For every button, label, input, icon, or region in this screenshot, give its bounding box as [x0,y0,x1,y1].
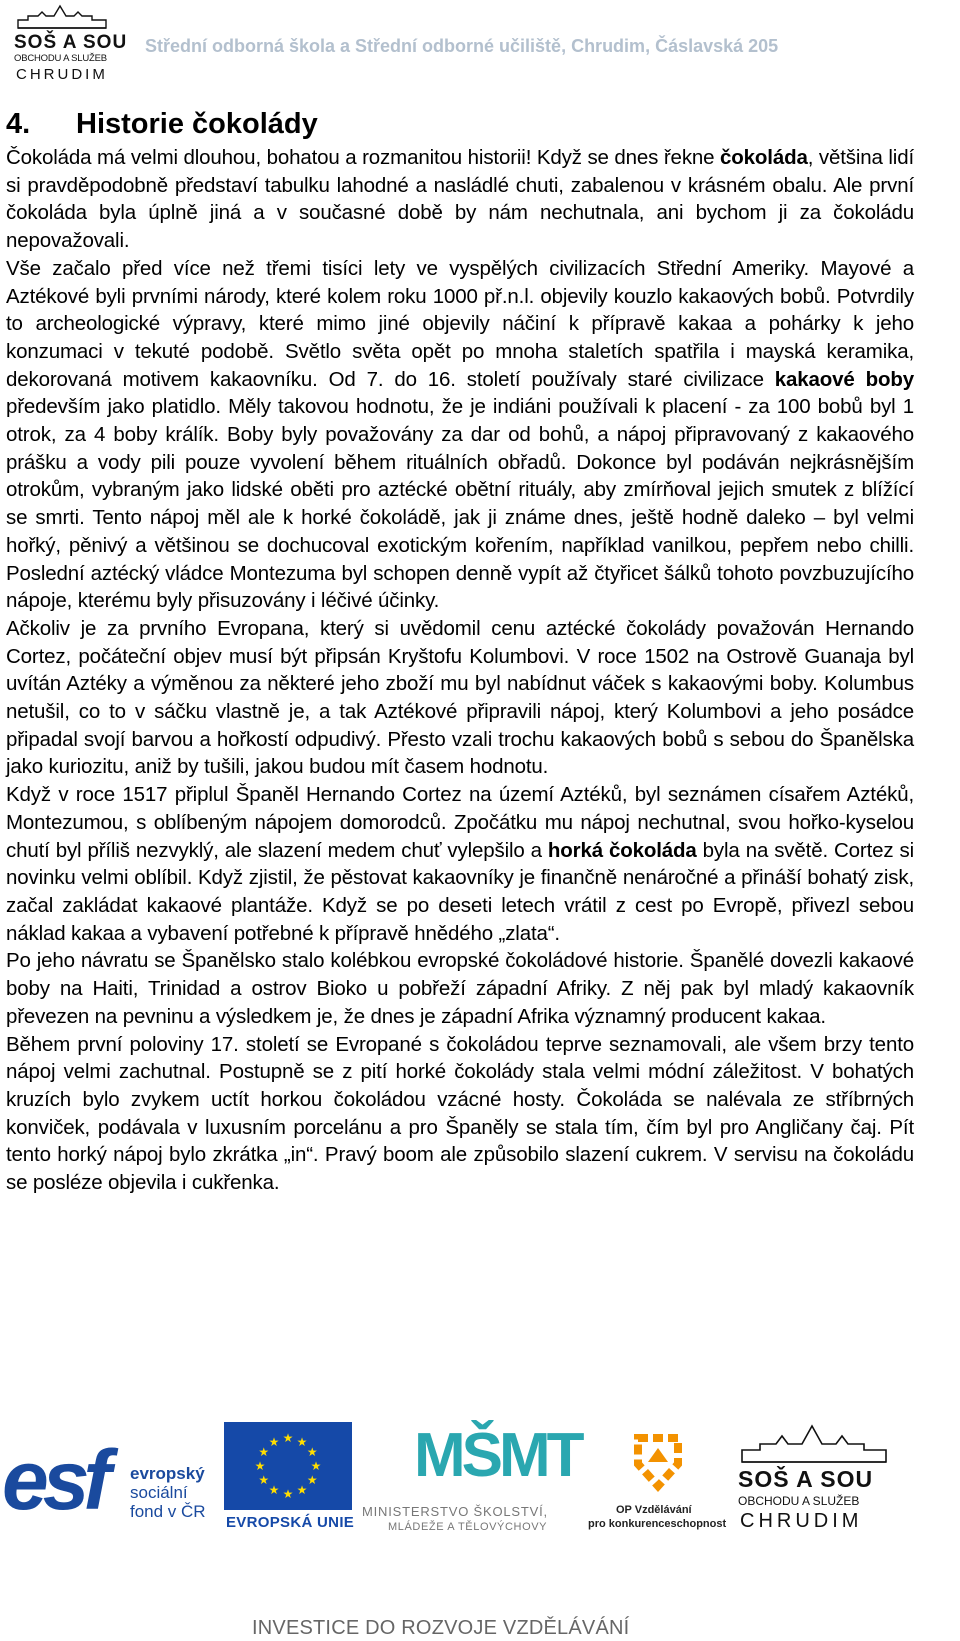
logo-line-2: OBCHODU A SLUŽEB [738,1494,860,1508]
eu-label: EVROPSKÁ UNIE [226,1514,355,1531]
paragraph-5: Po jeho návratu se Španělsko stalo kolébkou evropské čokoládové historie. Španělé dovezli kakaové boby na Haiti, Trinidad a ostrov Bioko u pobřeží západní Afriky. Z něj pak byl mladý kakaovník převezen na pevninu a výsledkem je, že dnes je západní Afrika významný producent kakaa. [6,949,914,1028]
msmt-mark: MŠMT [414,1421,581,1490]
school-logo-footer [736,1424,906,1534]
bold-term: horká čokoláda [547,838,697,862]
star-icon: ★ [268,1483,280,1498]
eu-logo [224,1422,354,1540]
logo-line-1: SOŠ A SOU [14,32,128,53]
star-icon: ★ [254,1459,266,1473]
bold-term: čokoláda [720,146,808,169]
logo-line-2: OBCHODU A SLUŽEB [14,53,107,64]
page-header [0,0,960,90]
school-logo [6,4,128,84]
op-line-1: OP Vzdělávání [616,1504,692,1516]
logo-line-3: CHRUDIM [740,1510,863,1532]
esf-mark: esf [2,1433,106,1527]
chapter-number: 4. [6,108,31,140]
header-title: Střední odborná škola a Střední odborné učiliště, Chrudim, Čáslavská 205 [145,36,779,56]
paragraph-6: Během první poloviny 17. století se Evropané s čokoládou teprve seznamovali, ale všem brzy tento nápoj velmi zachutnal. Postupně se z pití horké čokolády stala velmi módní záležitost. V bohatých kruzích bylo zvykem uctít horkou čokoládou vzácné hosty. Čokoláda se nalévala ze stříbrných konviček, podávala v luxusním porcelánu a pro Španěly se stala tím, čím byl pro Angličany čaj. Pít tento horký nápoj bylo zkrátka „in“. Pravý boom ale způsobilo slazení cukrem. V servisu na čokoládu se posléze objevila i cukřenka. [6,1032,914,1195]
paragraph-1: Čokoláda má velmi dlouhou, bohatou a rozmanitou historii! Když se dnes řekne čokoláda, většina lidí si pravděpodobně představí tabulku lahodné a nasládlé chuti, zabalenou v krásném obalu. Ale první čokoláda byla úplně jiná a v současné době by nám nechutnala, ani bychom ji za čokoládu nepovažovali. [6,146,914,253]
chapter-title: Historie čokolády [76,108,318,140]
page-footer [0,1410,960,1641]
esf-logo [2,1428,218,1538]
msmt-line-2: MLÁDEŽE A TĚLOVÝCHOVY [388,1521,548,1533]
star-icon: ★ [306,1445,318,1459]
logo-line-1: SOŠ A SOU [738,1466,874,1492]
bold-term: kakaové boby [774,367,914,391]
star-icon: ★ [282,1487,294,1501]
msmt-logo [360,1420,580,1540]
op-line-2: pro konkurenceschopnost [588,1518,727,1530]
castle-icon [16,4,108,30]
star-icon: ★ [268,1434,280,1449]
star-icon: ★ [258,1473,270,1487]
paragraph-2: Vše začalo před více než třemi tisíci lety ve vyspělých civilizacích Střední Ameriky. Mayové a Aztékové byli prvními národy, které kolem roku 1000 př.n.l. objevily kouzlo kakaových bobů. Potvrdily to archeologické výpravy, které mimo jiné objevily náčiní k přípravě kakaa a pohárky k jeho konzumaci v tekuté podobě. Světlo světa opět po mnoha staletích spatřila i mayská keramika, dekorovaná motivem kakaovníku. Od 7. do 16. století používaly staré civilizace kakaové boby především jako platidlo. Měly takovou hodnotu, že je indiáni používali k placení - za 100 bobů byl 1 otrok, za 4 boby králík. Boby byly považovány za dar od bohů, a nápoj připravovaný z kakaového prášku a vody pili pouze vyvolení během rituálních obřadů. Dokonce byl podáván nejkrásnějším otrokům, vybraným jako lidské oběti pro aztécké obětní rituály, aby zmírňoval jejich smutek z blížící se smrti. Tento nápoj měl ale k horké čokoládě, jak ji známe dnes, ještě hodně daleko – byl velmi hořký, pěnivý a většinou se dochucoval exotickým kořením, například vanilkou, pepřem nebo chilli. Poslední aztécký vládce Montezuma byl schopen denně vypít až čtyřicet šálků tohoto povzbuzujícího nápoje, kterému byly přisuzovány i léčivé účinky. [6,256,914,613]
star-icon: ★ [306,1473,318,1487]
chapter-heading [6,108,914,140]
op-logo [588,1424,728,1534]
msmt-line-1: MINISTERSTVO ŠKOLSTVÍ, [362,1504,548,1519]
star-icon: ★ [310,1459,322,1473]
paragraph-3: Ačkoliv je za prvního Evropana, který si uvědomil cenu aztécké čokolády považován Hernando Cortez, počáteční objev musí být připsán Kryštofu Kolumbovi. V roce 1502 na Ostrově Guanaja byl uvítán Aztéky a výměnou za některé jeho zboží mu byl nabídnut váček s kakaovými boby. Kolumbus netušil, co to v sáčku vlastně je, a tak Aztékové připravili nápoj, který Kolumbovi a jeho posádce připadal svojí barvou a hořkostí odpudivý. Přesto vzali trochu kakaových bobů s sebou do Španělska jako kuriozitu, aniž by tušili, jakou budou mít časem hodnotu. [6,616,914,779]
esf-text: evropský sociální fond v ČR [130,1464,206,1521]
logo-line-3: CHRUDIM [16,66,108,83]
paragraph-4: Když v roce 1517 připlul Španěl Hernando Cortez na území Aztéků, byl seznámen císařem Aztéků, Montezumou, s oblíbeným nápojem domorodců. Zpočátku mu nápoj nechutnal, svou hořko-kyselou chutí byl příliš nezvyklý, ale slazení medem chuť vylepšilo a horká čokoláda byla na světě. Cortez si novinku velmi oblíbil. Když zjistil, že pěstovat kakaovníky je finančně nenáročné a přináší bohatý zisk, začal zakládat kakaové plantáže. Když se po deseti letech vrátil z cest po Evropě, přivezl sebou náklad kakaa a vybavení potřebné k přípravě hnědého „zlata“. [6,783,914,945]
star-icon: ★ [258,1445,270,1459]
document-body [6,108,914,1197]
op-emblem-icon [618,1424,698,1500]
star-icon: ★ [296,1483,308,1498]
star-icon: ★ [296,1434,308,1449]
eu-flag-icon [224,1422,352,1510]
star-icon: ★ [282,1431,294,1445]
footer-slogan: INVESTICE DO ROZVOJE VZDĚLÁVÁNÍ [252,1617,630,1639]
castle-icon [740,1424,890,1464]
